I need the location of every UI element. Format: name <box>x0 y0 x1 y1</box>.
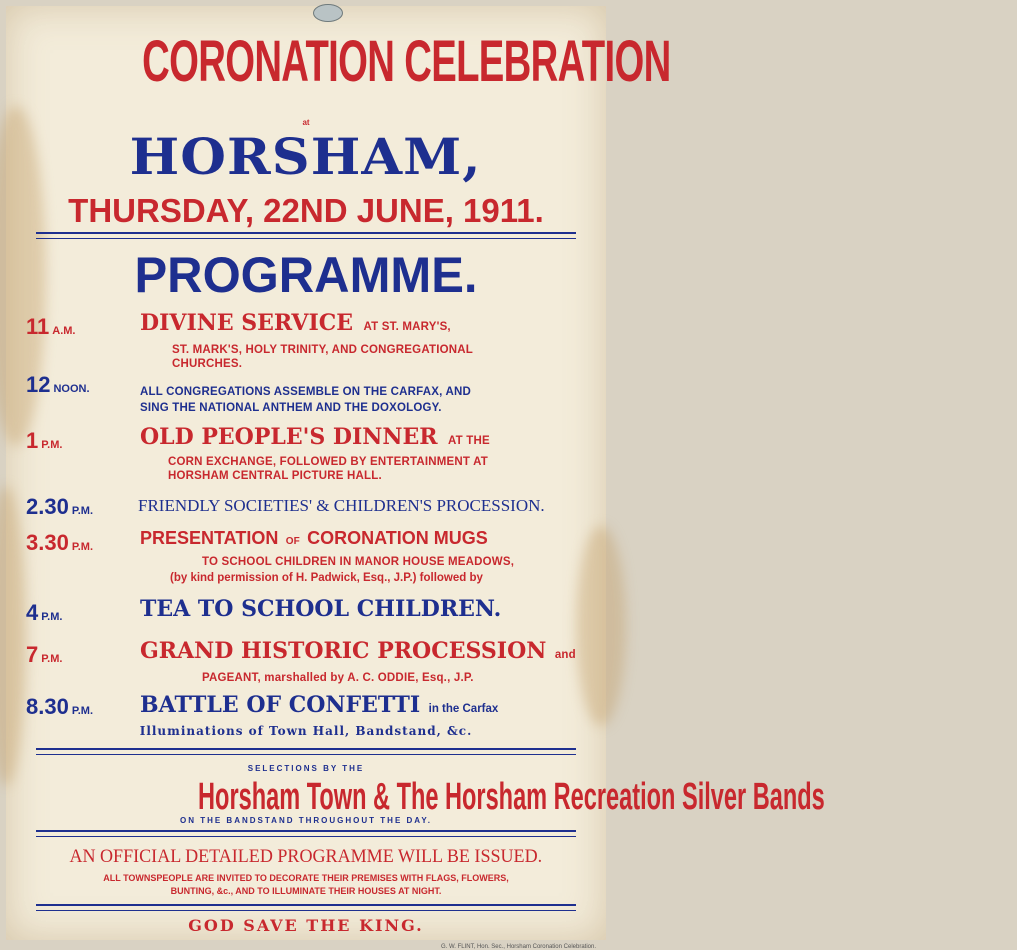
stain <box>0 486 26 786</box>
event-time: 2.30 P.M. <box>26 494 94 519</box>
event-headline: OLD PEOPLE'S DINNER AT THE <box>140 424 490 450</box>
official-notice: AN OFFICIAL DETAILED PROGRAMME WILL BE ISSUED. <box>69 846 543 867</box>
closing-line: GOD SAVE THE KING. <box>188 916 424 935</box>
townspeople-notice: ALL TOWNSPEOPLE ARE INVITED TO DECORATE THEIR PREMISES WITH FLAGS, FLOWERS, BUNTING, &c., AND TO ILLUMINATE THEIR HOUSES AT NIGHT. <box>103 873 509 896</box>
town-name: HORSHAM, <box>129 127 483 186</box>
bands-location: ON THE BANDSTAND THROUGHOUT THE DAY. <box>179 816 432 825</box>
divider <box>36 748 576 755</box>
event-time: 3.30 P.M. <box>26 530 94 555</box>
event-time: 4 P.M. <box>26 600 63 625</box>
divider <box>36 830 576 837</box>
event-time: 12 NOON. <box>26 372 90 397</box>
bands-intro: SELECTIONS BY THE <box>247 764 365 773</box>
event-headline: TEA TO SCHOOL CHILDREN. <box>140 596 502 622</box>
signature: G. W. FLINT, Hon. Sec., Horsham Coronation Celebration. <box>440 944 596 950</box>
stain <box>576 526 626 726</box>
event-detail: FRIENDLY SOCIETIES' & CHILDREN'S PROCESSION. <box>138 496 545 515</box>
divider <box>36 232 576 239</box>
event-detail: Illuminations of Town Hall, Bandstand, &c. <box>139 724 473 738</box>
event-headline: BATTLE OF CONFETTI in the Carfax <box>140 692 499 718</box>
event-time: 1 P.M. <box>26 428 63 453</box>
event-detail: TO SCHOOL CHILDREN IN MANOR HOUSE MEADOWS, <box>202 556 515 568</box>
divider <box>36 904 576 911</box>
event-detail: ST. MARK'S, HOLY TRINITY, AND CONGREGATIONAL <box>172 344 473 356</box>
bands-title: Horsham Town & The Horsham Recreation Silver Bands <box>198 776 825 818</box>
pin-icon <box>313 4 343 22</box>
event-headline: GRAND HISTORIC PROCESSION and <box>140 638 576 664</box>
event-detail: ALL CONGREGATIONS ASSEMBLE ON THE CARFAX, AND <box>140 386 472 398</box>
event-detail: (by kind permission of H. Padwick, Esq., J.P.) followed by <box>170 572 483 584</box>
event-detail: PAGEANT, marshalled by A. C. ODDIE, Esq., J.P. <box>202 672 474 684</box>
event-detail: CHURCHES. <box>172 358 243 370</box>
event-headline: PRESENTATION OF CORONATION MUGS <box>140 528 488 548</box>
event-detail: HORSHAM CENTRAL PICTURE HALL. <box>168 470 382 482</box>
event-detail: SING THE NATIONAL ANTHEM AND THE DOXOLOGY. <box>140 402 442 414</box>
event-time: 8.30 P.M. <box>26 694 94 719</box>
poster <box>6 6 825 950</box>
event-headline: DIVINE SERVICE AT ST. MARY'S, <box>140 310 451 336</box>
at-label: at <box>302 118 310 127</box>
event-detail: CORN EXCHANGE, FOLLOWED BY ENTERTAINMENT AT <box>168 456 488 468</box>
event-date: THURSDAY, 22ND JUNE, 1911. <box>68 192 544 229</box>
poster-title: CORONATION CELEBRATION <box>142 29 671 94</box>
programme-title: PROGRAMME. <box>134 247 478 303</box>
event-time: 11 A.M. <box>26 314 76 339</box>
event-time: 7 P.M. <box>26 642 63 667</box>
